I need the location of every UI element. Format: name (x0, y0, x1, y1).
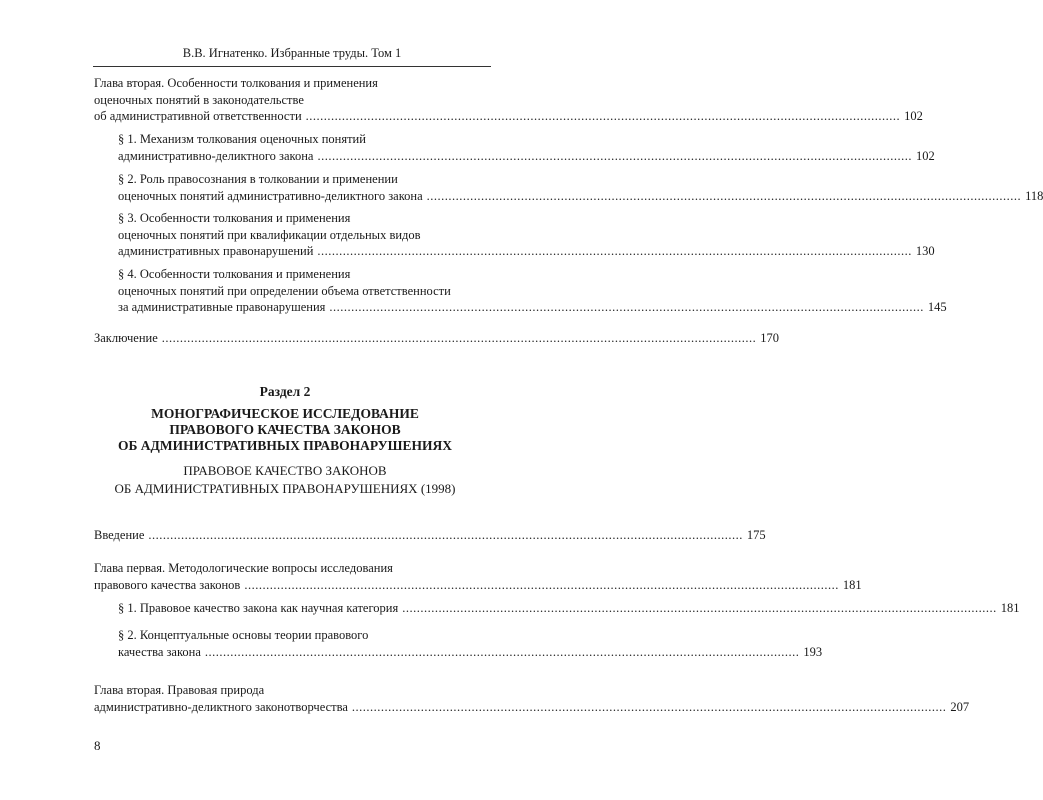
leader-dots: .................................................................................................................................................................... (317, 148, 912, 163)
toc-entry-introduction (94, 527, 766, 544)
toc-line: за административные правонарушения (118, 300, 326, 314)
toc-page: 118 (1025, 188, 1043, 203)
toc-line: оценочных понятий при квалификации отдельных видов (118, 227, 421, 242)
toc-page: 193 (803, 644, 823, 659)
toc-entry-b-chapter-2 (94, 682, 970, 715)
toc-page: 130 (915, 244, 935, 258)
toc-entry-b-section-1 (118, 600, 1020, 617)
toc-entry-section-4 (118, 266, 947, 316)
toc-entry-conclusion (94, 330, 779, 347)
toc-line: § 1. Правовое качество закона как научная категория (118, 601, 399, 615)
toc-page: 181 (1000, 601, 1020, 615)
toc-page: 145 (927, 300, 947, 314)
book-title-line: ОБ АДМИНИСТРАТИВНЫХ ПРАВОНАРУШЕНИЯХ (1998) (114, 481, 456, 496)
toc-page: 102 (915, 148, 935, 163)
toc-line: оценочных понятий в законодательстве (94, 92, 304, 107)
section-subtitle-line: МОНОГРАФИЧЕСКОЕ ИССЛЕДОВАНИЕ (151, 406, 419, 421)
toc-line: Введение (94, 528, 145, 542)
toc-line: § 2. Роль правосознания в толковании и применении (118, 172, 398, 186)
toc-entry-b-section-2 (118, 627, 823, 660)
leader-dots: .................................................................................................................................................................... (305, 109, 901, 123)
leader-dots: .................................................................................................................................................................... (244, 577, 839, 592)
section-subtitle (60, 406, 510, 454)
running-header: В.В. Игнатенко. Избранные труды. Том 1 (182, 46, 402, 60)
section-subtitle-line: ПРАВОВОГО КАЧЕСТВА ЗАКОНОВ (169, 422, 401, 437)
toc-page: 102 (904, 109, 923, 123)
toc-line: Заключение (94, 331, 158, 345)
toc-page: 170 (760, 331, 779, 345)
toc-page: 181 (842, 577, 862, 592)
section-title: Раздел 2 (259, 384, 311, 399)
toc-line: § 2. Концептуальные основы теории правового (118, 628, 369, 642)
toc-line: оценочных понятий при определении объема ответственности (118, 283, 451, 298)
leader-dots: .................................................................................................................................................................... (161, 331, 757, 345)
toc-entry-chapter-2 (94, 75, 923, 125)
toc-line: административно-деликтного законотворчества (94, 699, 348, 714)
toc-page: 175 (746, 528, 766, 542)
toc-line: административных правонарушений (118, 244, 314, 258)
section-subtitle-line: ОБ АДМИНИСТРАТИВНЫХ ПРАВОНАРУШЕНИЯХ (118, 438, 452, 453)
leader-dots: .................................................................................................................................................................... (148, 528, 743, 542)
toc-line: правового качества законов (94, 577, 241, 592)
toc-page: 207 (950, 699, 970, 714)
leader-dots: .................................................................................................................................................................... (402, 601, 997, 615)
toc-line: качества закона (118, 644, 201, 659)
toc-entry-section-1 (118, 131, 935, 164)
toc-line: оценочных понятий административно-деликтного закона (118, 188, 423, 203)
toc-line: § 3. Особенности толкования и применения (118, 211, 351, 225)
leader-dots: .................................................................................................................................................................... (351, 699, 947, 714)
toc-line: Глава вторая. Особенности толкования и применения (94, 76, 378, 90)
leader-dots: .................................................................................................................................................................... (329, 300, 924, 314)
toc-line: Глава вторая. Правовая природа (94, 683, 265, 697)
toc-entry-section-3 (118, 210, 935, 260)
toc-entry-section-2 (118, 171, 1043, 204)
toc-line: административно-деликтного закона (118, 148, 314, 163)
page-number: 8 (94, 738, 101, 753)
toc-line: § 1. Механизм толкования оценочных понятий (118, 132, 366, 146)
leader-dots: .................................................................................................................................................................... (204, 644, 800, 659)
book-title (60, 462, 510, 498)
leader-dots: .................................................................................................................................................................... (317, 244, 912, 258)
toc-line: § 4. Особенности толкования и применения (118, 267, 351, 281)
header-rule (93, 66, 491, 67)
toc-entry-chapter-1 (94, 560, 862, 593)
toc-line: Глава первая. Методологические вопросы исследования (94, 561, 393, 575)
leader-dots: .................................................................................................................................................................... (426, 188, 1022, 203)
book-title-line: ПРАВОВОЕ КАЧЕСТВО ЗАКОНОВ (183, 463, 387, 478)
toc-line: об административной ответственности (94, 109, 302, 123)
